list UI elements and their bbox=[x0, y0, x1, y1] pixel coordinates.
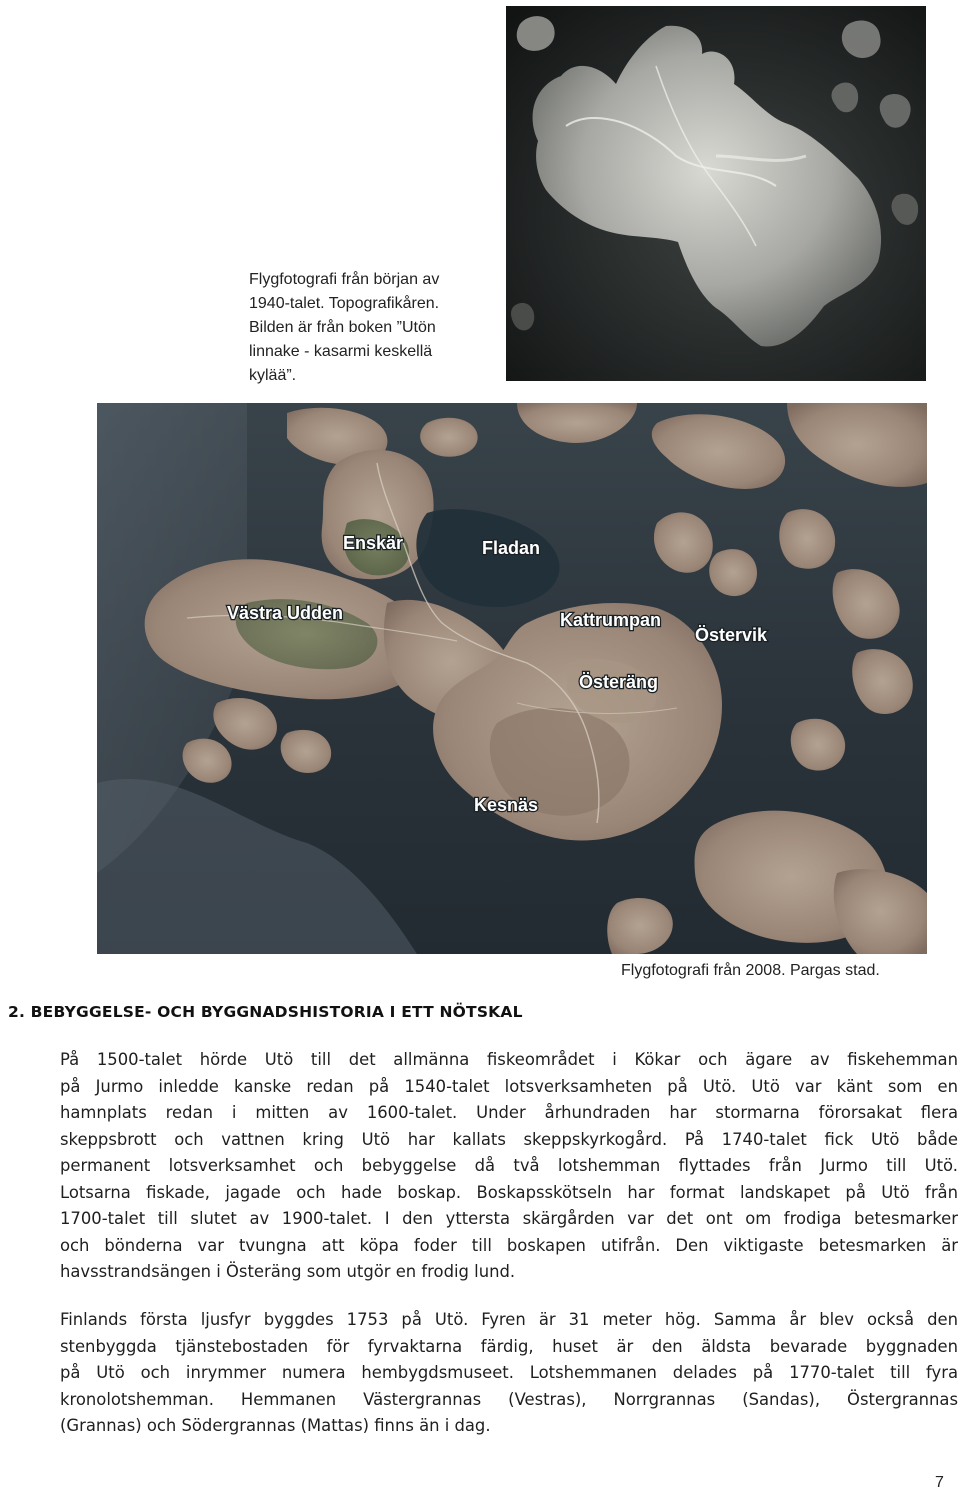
paragraph-line: och bönderna var tvungna att köpa foder till boskapen utifrån. Den viktigaste betesmarken är bbox=[60, 1235, 958, 1255]
old-photo-caption-line: linnake - kasarmi keskellä bbox=[249, 343, 433, 360]
paragraph-line: havsstrandsängen i Österäng som utgör en frodig lund. bbox=[60, 1262, 516, 1281]
paragraph-line: 1700-talet till slutet av 1900-talet. I den yttersta skärgården var det ont om frodiga betesmarker bbox=[60, 1209, 958, 1228]
old-photo-caption-line: Flygfotografi från början av bbox=[249, 271, 440, 288]
aerial-photo-1940s-image bbox=[506, 6, 926, 381]
paragraph-line: (Grannas) och Södergrannas (Mattas) finns än i dag. bbox=[60, 1416, 491, 1435]
map-label-kattrumpan: Kattrumpan bbox=[560, 610, 662, 630]
paragraph-line: Lotsarna fiskade, jagade och hade boskap. Boskapsskötseln har format landskapet på Utö från bbox=[60, 1182, 958, 1202]
map-label-enskar: Enskär bbox=[343, 533, 404, 553]
new-photo-caption: Flygfotografi från 2008. Pargas stad. bbox=[621, 962, 880, 979]
paragraph-line: permanent lotsverksamhet och bebyggelse då två lotshemman flyttades från Jurmo till Utö. bbox=[60, 1156, 958, 1175]
paragraph-2 bbox=[60, 1307, 958, 1440]
paragraph-line: Finlands första ljusfyr byggdes 1753 på Utö. Fyren är 31 meter hög. Samma år blev också den bbox=[60, 1310, 958, 1329]
old-photo-caption-line: 1940-talet. Topografikåren. bbox=[249, 295, 440, 312]
paragraph-1 bbox=[60, 1047, 958, 1286]
map-label-vastra-udden: Västra Udden bbox=[227, 603, 344, 623]
old-photo-caption bbox=[249, 268, 499, 388]
map-label-kesnas: Kesnäs bbox=[474, 795, 539, 815]
old-photo-caption-line: kylää”. bbox=[249, 367, 297, 384]
paragraph-line: skeppsbrott och vattnen kring Utö har kallats skeppskyrkogård. På 1740-talet fick Utö både bbox=[60, 1129, 958, 1149]
paragraph-line: hamnplats redan i mitten av 1600-talet. Under århundraden har stormarna förorsakat flera bbox=[60, 1103, 958, 1122]
map-label-fladan: Fladan bbox=[482, 538, 541, 558]
map-label-osterang: Österäng bbox=[579, 672, 659, 692]
map-label-ostervik: Östervik bbox=[695, 625, 768, 645]
aerial-photo-2008 bbox=[97, 403, 927, 954]
paragraph-line: På 1500-talet hörde Utö till det allmänna fiskeområdet i Kökar och ägare av fiskehemman bbox=[60, 1050, 958, 1069]
aerial-photo-1940s bbox=[506, 6, 926, 381]
old-photo-caption-line: Bilden är från boken ”Utön bbox=[249, 319, 436, 336]
section-heading: 2. BEBYGGELSE- OCH BYGGNADSHISTORIA I ETT NÖTSKAL bbox=[8, 1003, 523, 1021]
paragraph-line: kronolotshemman. Hemmanen Västergrannas (Vestras), Norrgrannas (Sandas), Östergrannas bbox=[60, 1389, 958, 1409]
paragraph-line: stenbyggda tjänstebostaden för fyrvaktarna färdig, huset är den äldsta bevarade byggnaden bbox=[60, 1336, 958, 1356]
paragraph-line: på Jurmo inledde kanske redan på 1540-talet lotsverksamheten på Utö. Utö var känt som en bbox=[60, 1076, 958, 1096]
page-number: 7 bbox=[935, 1474, 944, 1491]
paragraph-line: på Utö och inrymmer numera hembygdsmuseet. Lotshemmanen delades på 1770-talet till fyra bbox=[60, 1363, 958, 1382]
aerial-photo-2008-image bbox=[97, 403, 927, 954]
